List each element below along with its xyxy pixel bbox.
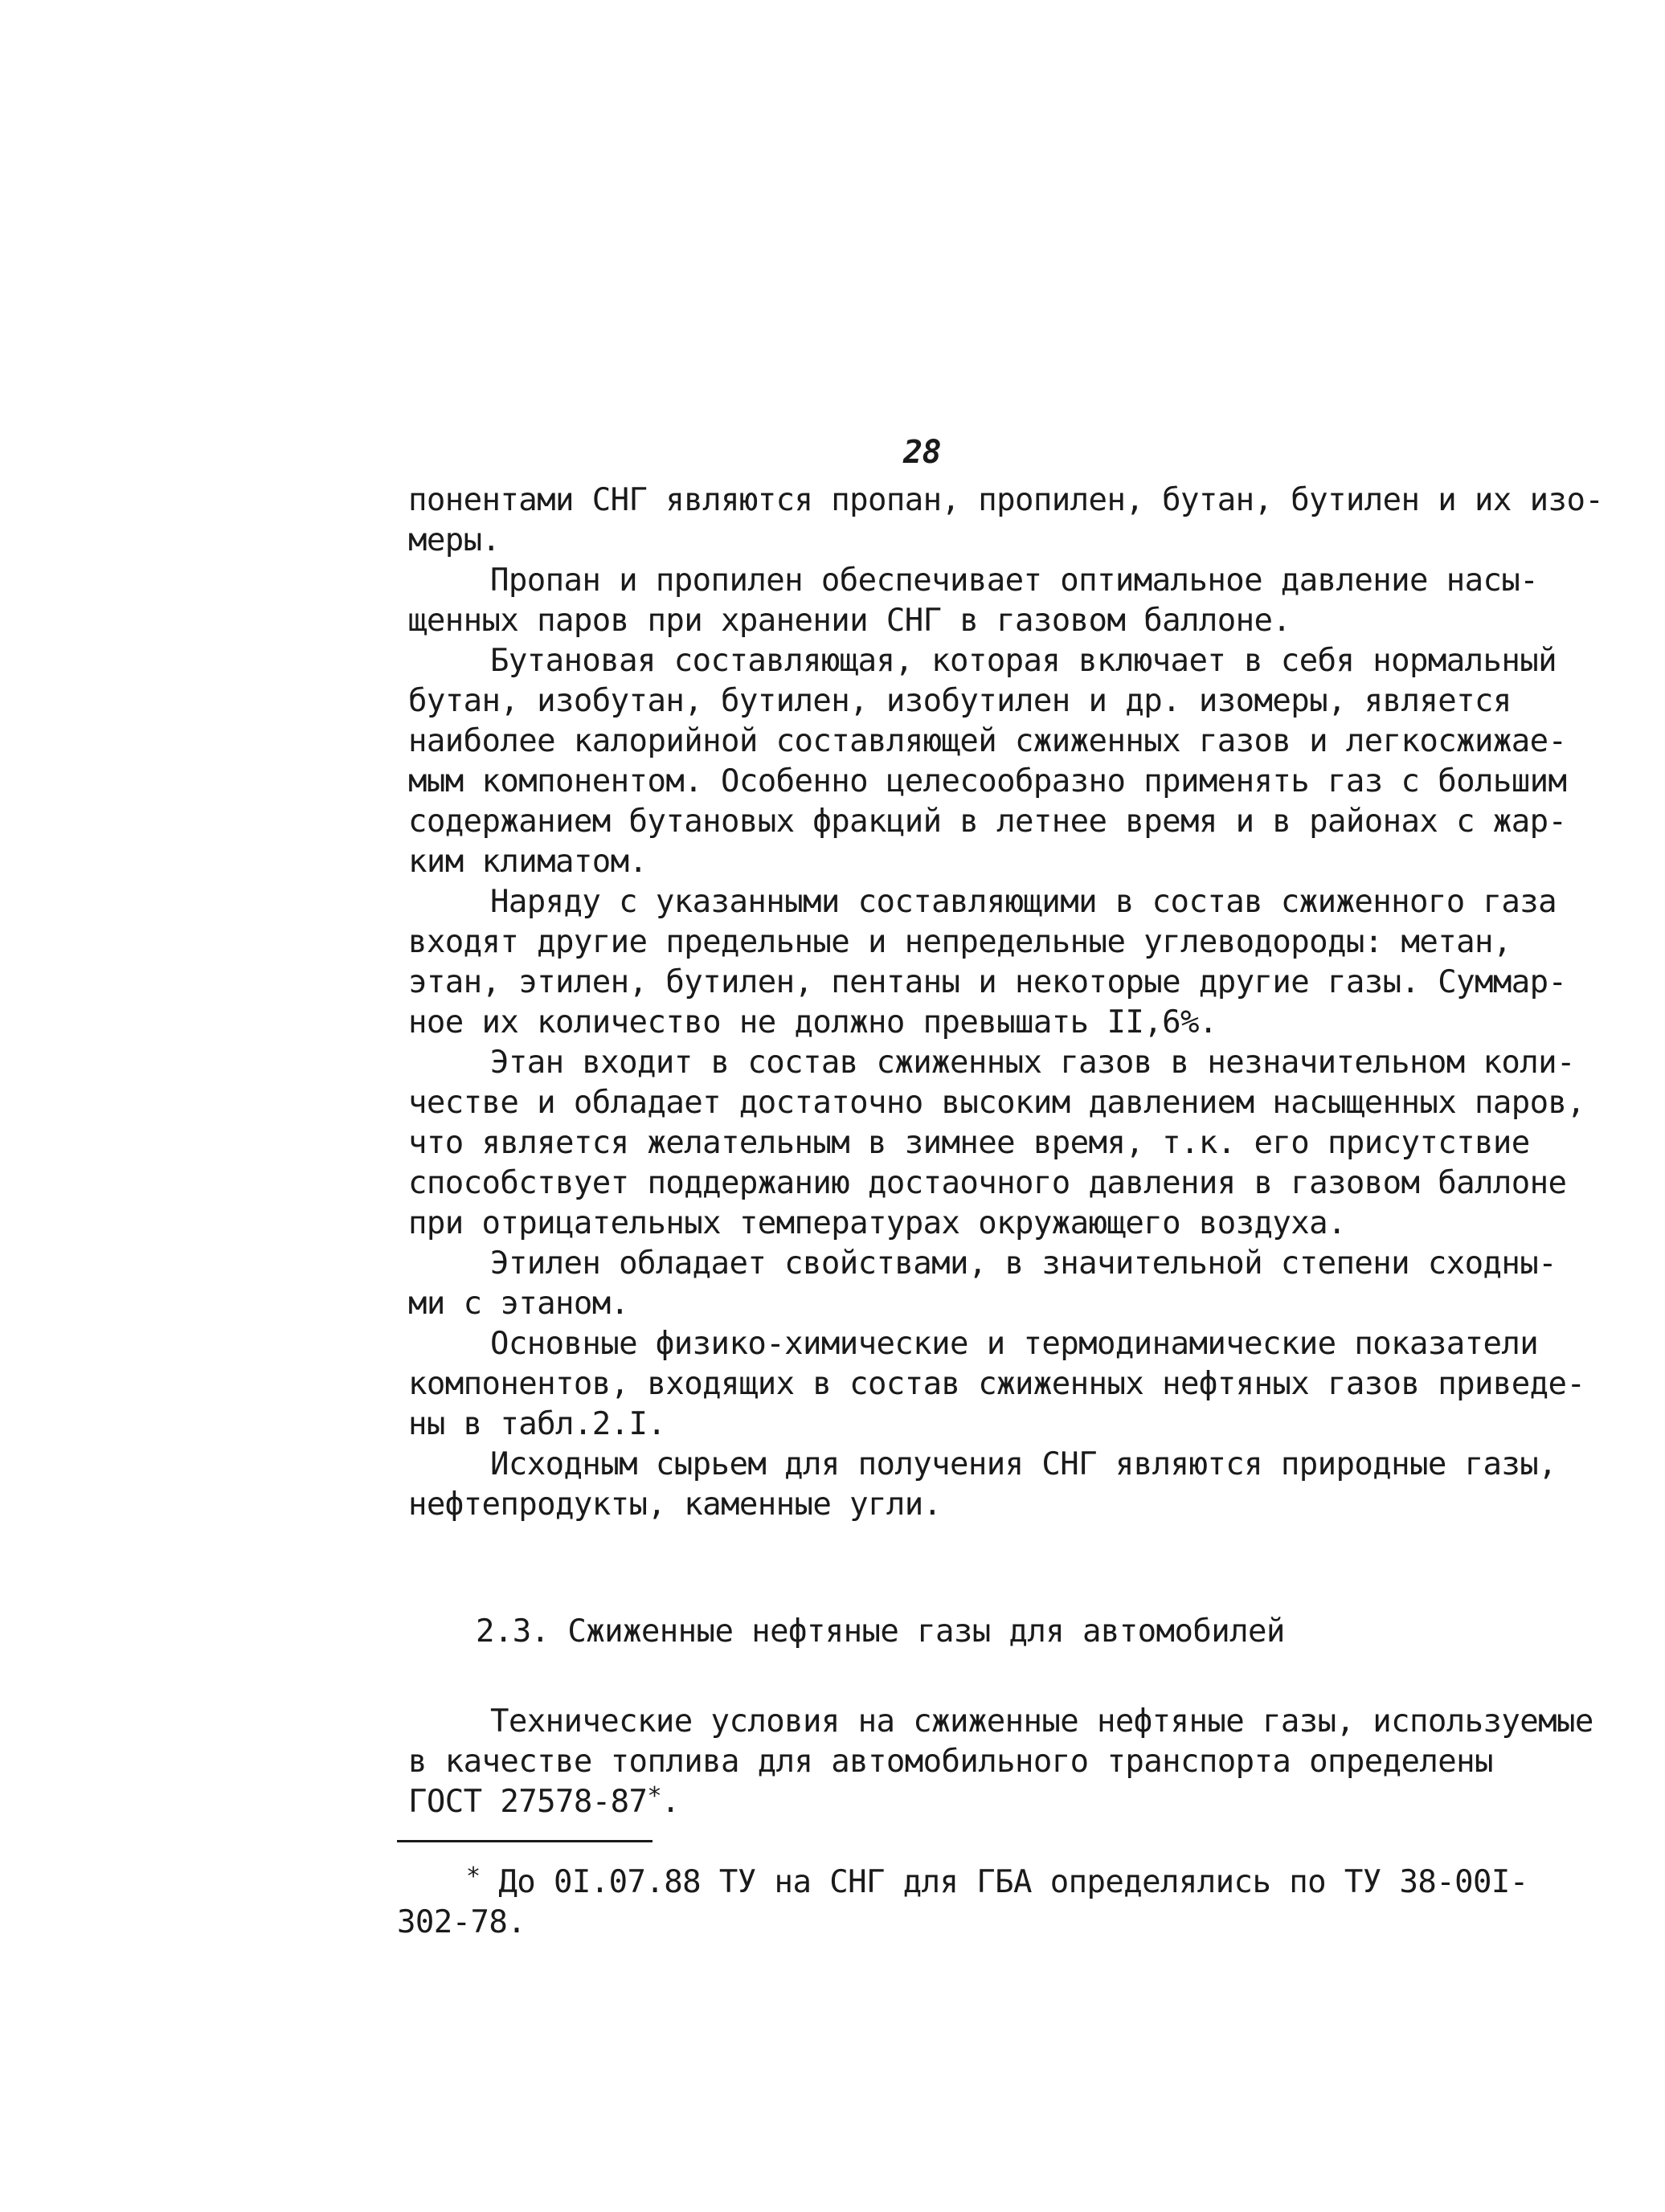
spacer — [408, 1652, 1437, 1702]
footnote-line — [397, 1862, 1528, 1903]
text-line: содержанием бутановых фракций в летнее время и в районах с жар- — [408, 803, 1567, 840]
text-line: Этан входит в состав сжиженных газов в незначительном коли- — [490, 1045, 1575, 1081]
paragraph — [408, 480, 1604, 561]
text-line: честве и обладает достаточно высоким давлением насыщенных паров, — [408, 1085, 1585, 1121]
paragraph — [408, 882, 1567, 1043]
line-end-punctuation: . — [661, 1784, 680, 1820]
paragraph — [408, 1445, 1557, 1525]
text-line: мым компонентом. Особенно целесообразно применять газ с большим — [408, 763, 1567, 799]
text-line: Пропан и пропилен обеспечивает оптимальное давление насы- — [490, 562, 1539, 599]
text-line: Наряду с указанными составляющими в состав сжиженного газа — [490, 884, 1557, 920]
text-line: нефтепродукты, каменные угли. — [408, 1486, 942, 1523]
paragraph — [408, 641, 1567, 882]
text-line: компонентов, входящих в состав сжиженных нефтяных газов приведе- — [408, 1366, 1585, 1402]
text-line: понентами СНГ являются пропан, пропилен, бутан, бутилен и их изо- — [408, 482, 1604, 518]
paragraph — [408, 1244, 1557, 1324]
footnote-divider — [397, 1840, 652, 1842]
gost-reference: ГОСТ 27578-87 — [408, 1784, 648, 1820]
footnote — [397, 1862, 1528, 1943]
text-line: ким климатом. — [408, 844, 648, 880]
text-line: наиболее калорийной составляющей сжиженных газов и легкосжижае- — [408, 723, 1567, 759]
footnote-mark: * — [647, 1782, 661, 1810]
text-line: ное их количество не должно превышать II,6%. — [408, 1004, 1217, 1041]
spacer — [408, 1525, 1437, 1612]
text-line: Исходным сырьем для получения СНГ являются природные газы, — [490, 1446, 1557, 1482]
body-text — [408, 480, 1604, 1822]
text-line: Технические условия на сжиженные нефтяные газы, используемые — [490, 1703, 1593, 1740]
text-line: этан, этилен, бутилен, пентаны и некоторые другие газы. Суммар- — [408, 964, 1567, 1000]
text-line: при отрицательных температурах окружающего воздуха. — [408, 1205, 1346, 1241]
text-line: меры. — [408, 522, 501, 558]
text-line: в качестве топлива для автомобильного транспорта определены — [408, 1744, 1493, 1780]
text-line: что является желательным в зимнее время, т.к. его присутствие — [408, 1125, 1530, 1161]
text-line: щенных паров при хранении СНГ в газовом баллоне. — [408, 603, 1291, 639]
text-line: Бутановая составляющая, которая включает в себя нормальный — [490, 643, 1557, 679]
footnote-mark: * — [466, 1862, 481, 1891]
text-line: Основные физико-химические и термодинамические показатели — [490, 1326, 1539, 1362]
footnote-line: 302-78. — [397, 1904, 526, 1940]
section-heading: 2.3. Сжиженные нефтяные газы для автомобилей — [476, 1613, 1285, 1650]
text-line: ны в табл.2.I. — [408, 1406, 666, 1442]
footnote-text: До 0I.07.88 ТУ на СНГ для ГБА определялись по ТУ 38-00I- — [498, 1864, 1528, 1900]
paragraph — [408, 1043, 1585, 1244]
text-line: способствует поддержанию достаочного давления в газовом баллоне — [408, 1165, 1567, 1201]
paragraph — [408, 561, 1539, 641]
text-line: ми с этаном. — [408, 1286, 629, 1322]
page-number: 28 — [903, 434, 941, 471]
text-line: бутан, изобутан, бутилен, изобутилен и др. изомеры, является — [408, 683, 1512, 719]
section-paragraph — [408, 1702, 1593, 1822]
text-line: Этилен обладает свойствами, в значительной степени сходны- — [490, 1245, 1557, 1282]
paragraph — [408, 1324, 1585, 1445]
text-line — [408, 1782, 1437, 1822]
text-line: входят другие предельные и непредельные углеводороды: метан, — [408, 924, 1512, 960]
